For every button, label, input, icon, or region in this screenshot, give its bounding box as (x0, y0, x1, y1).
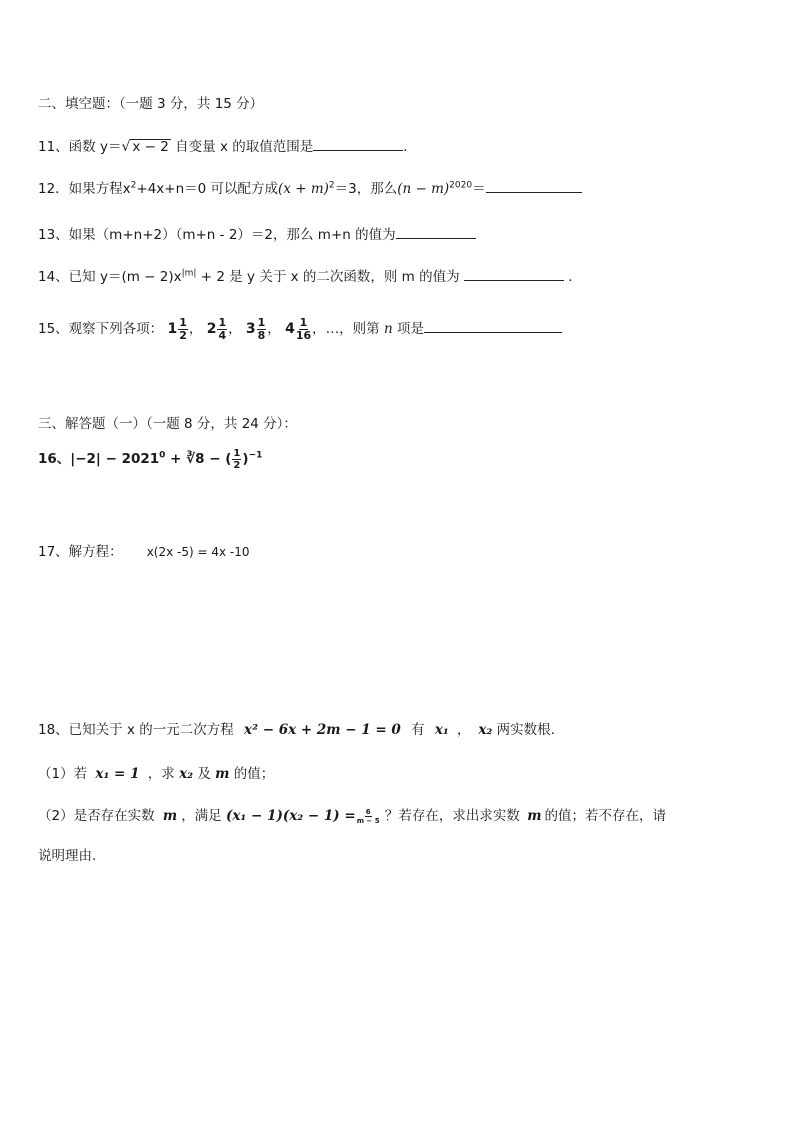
question-12 (38, 178, 582, 199)
question-14 (38, 266, 582, 287)
q15-sep: ， (188, 321, 203, 337)
q18-p1-a: （1）若 (38, 766, 88, 782)
question-18 (38, 720, 555, 740)
q18-p2-m: m (162, 808, 178, 824)
q18-equation: x² − 6x + 2m − 1 = 0 (244, 722, 401, 738)
q18-p2-expr: (x₁ − 1)(x₂ − 1) = (225, 808, 356, 824)
answer-blank-11[interactable] (313, 136, 403, 151)
q15-suffix: 项是 (396, 321, 424, 337)
q12-tail: ＝ (472, 181, 486, 197)
q12-prefix: 12．如果方程x (38, 181, 131, 197)
q12-exp: 2 (130, 180, 137, 191)
sqrt-symbol: √ (121, 139, 131, 155)
q18-intro-c: 两实数根. (496, 722, 555, 738)
q16-fraction: $\frac{1}{2}$ (233, 447, 241, 471)
q12-form-exp: 2 (328, 180, 335, 191)
q18-p2-a: （2）是否存在实数 (38, 808, 155, 824)
q16-exp0: 0 (159, 450, 166, 461)
q18-p2-b: ，满足 (181, 808, 222, 824)
q18-p1-m: m (215, 766, 230, 782)
q15-sep: ， (228, 321, 242, 337)
q18-p1-c: 及 (197, 766, 211, 782)
answer-blank-13[interactable] (396, 224, 476, 239)
q15-prefix: 15、观察下列各项： (38, 321, 164, 337)
section-2-heading: 二、填空题：（一题 3 分，共 15 分） (38, 96, 264, 112)
q12-eq: ＝3，那么 (334, 181, 398, 197)
mixed-number-4: 4 $\frac{1}{16}$ (285, 315, 312, 342)
question-15 (38, 316, 562, 342)
q12-ask-exp: 2020 (449, 180, 473, 191)
q14-mid: + 2 是 y 关于 x 的二次函数，则 m 的值为 (196, 269, 464, 285)
q16-expr-b: + ∛8 − ( (165, 451, 232, 467)
q18-p2-c: ？若存在，求出求实数 (384, 808, 520, 824)
question-16 (38, 446, 262, 472)
question-13 (38, 224, 476, 245)
question-18-part-2-cont: 说明理由. (38, 848, 97, 864)
q18-p2-m2: m (527, 808, 542, 824)
q18-x2: x₂ (478, 722, 493, 738)
q16-exp-neg: −1 (248, 450, 263, 461)
q18-p1-d: 的值； (233, 766, 275, 782)
answer-blank-12[interactable] (486, 178, 582, 193)
mixed-number-1: 1 $\frac{1}{2}$ (167, 315, 187, 342)
q18-p2-d: 的值；若不存在，请 (544, 808, 666, 824)
question-17 (38, 542, 250, 562)
q15-n: n (383, 321, 393, 337)
q14-prefix: 14、已知 y＝(m − 2)x (38, 269, 182, 285)
answer-blank-15[interactable] (424, 318, 562, 333)
q18-x1: x₁ (434, 722, 449, 738)
question-11 (38, 136, 408, 157)
q18-intro-a: 18、已知关于 x 的一元二次方程 (38, 722, 234, 738)
q13-text: 13、如果（m+n+2）（m+n - 2）＝2，那么 m+n 的值为 (38, 227, 396, 243)
q17-equation: x(2x -5) = 4x -10 (146, 545, 250, 559)
q16-expr-a: |−2| − 2021 (70, 451, 160, 467)
q18-p2-fraction: $\frac{6}{m - 5}$ (356, 807, 380, 825)
q18-p1-cond: x₁ = 1 (95, 766, 140, 782)
q17-label: 17、解方程： (38, 544, 123, 560)
q11-end: . (403, 139, 408, 155)
mixed-number-2: 2 $\frac{1}{4}$ (206, 315, 227, 342)
q11-radicand: x − 2 (132, 139, 169, 155)
q11-prefix: 11、函数 y＝ (38, 139, 122, 155)
q15-sep: ， (267, 321, 281, 337)
q14-exp: |m| (181, 268, 197, 279)
section-3-heading: 三、解答题（一）（一题 8 分，共 24 分）： (38, 416, 297, 432)
mixed-number-3: 3 $\frac{1}{8}$ (245, 315, 266, 342)
q18-p1-b: ，求 (147, 766, 175, 782)
q14-end: ． (563, 269, 582, 285)
q16-expr-c: ) (242, 451, 249, 467)
q18-p1-x2: x₂ (179, 766, 194, 782)
q12-ask: (n − m) (397, 181, 450, 197)
q18-intro-b: 有 (411, 722, 425, 738)
question-18-part-2 (38, 804, 666, 828)
q12-form: (x + m) (278, 181, 329, 197)
q18-comma: ， (456, 722, 471, 738)
q11-suffix: 自变量 x 的取值范围是 (170, 139, 314, 155)
q16-label: 16、 (38, 451, 71, 467)
question-18-part-1 (38, 764, 274, 784)
q12-mid: +4x+n＝0 可以配方成 (136, 181, 279, 197)
q15-ellipsis: ，…，则第 (312, 321, 380, 337)
answer-blank-14[interactable] (464, 266, 564, 281)
